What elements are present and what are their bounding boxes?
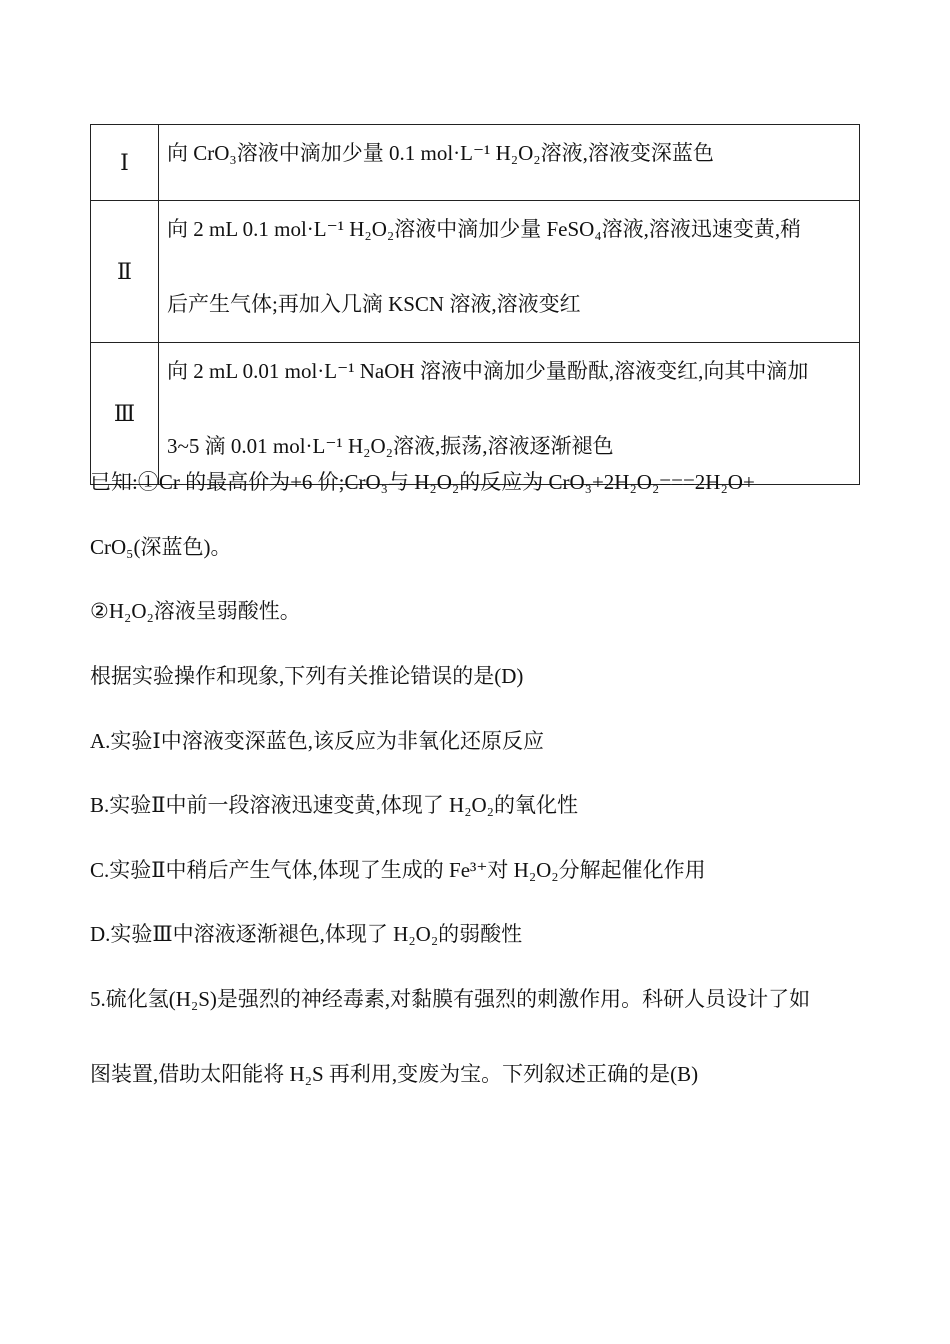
experiment-table <box>90 124 860 485</box>
option-a: A.实验Ⅰ中溶液变深蓝色,该反应为非氧化还原反应 <box>90 729 544 753</box>
description-line: 后产生气体;再加入几滴 KSCN 溶液,溶液变红 <box>167 292 581 316</box>
experiment-number: Ⅲ <box>91 343 159 485</box>
experiment-number: Ⅱ <box>91 201 159 343</box>
experiment-description <box>159 201 860 343</box>
known-line-2: CrO₅(深蓝色)。 <box>90 535 232 559</box>
table-row <box>91 201 860 343</box>
description-line: 3~5 滴 0.01 mol·L⁻¹ H₂O₂溶液,振荡,溶液逐渐褪色 <box>167 434 614 458</box>
option-c: C.实验Ⅱ中稍后产生气体,体现了生成的 Fe³⁺对 H₂O₂分解起催化作用 <box>90 858 706 882</box>
table-row <box>91 343 860 485</box>
next-question-line-2: 图装置,借助太阳能将 H₂S 再利用,变废为宝。下列叙述正确的是(B) <box>90 1062 699 1086</box>
known-line-1: 已知:①Cr 的最高价为+6 价;CrO₃与 H₂O₂的反应为 CrO₃+2H₂O₂===2H₂O+ <box>90 470 755 494</box>
description-line: 向 CrO₃溶液中滴加少量 0.1 mol·L⁻¹ H₂O₂溶液,溶液变深蓝色 <box>167 141 714 165</box>
experiment-number: Ⅰ <box>91 125 159 201</box>
question-stem: 根据实验操作和现象,下列有关推论错误的是(D) <box>90 664 524 688</box>
option-d: D.实验Ⅲ中溶液逐渐褪色,体现了 H₂O₂的弱酸性 <box>90 922 523 946</box>
next-question-line-1: 5.硫化氢(H₂S)是强烈的神经毒素,对黏膜有强烈的刺激作用。科研人员设计了如 <box>90 987 811 1011</box>
table-row <box>91 125 860 201</box>
description-line: 向 2 mL 0.01 mol·L⁻¹ NaOH 溶液中滴加少量酚酞,溶液变红,向其中滴加 <box>167 359 809 383</box>
experiment-description <box>159 343 860 485</box>
experiment-description <box>159 125 860 201</box>
option-b: B.实验Ⅱ中前一段溶液迅速变黄,体现了 H₂O₂的氧化性 <box>90 793 579 817</box>
description-line: 向 2 mL 0.1 mol·L⁻¹ H₂O₂溶液中滴加少量 FeSO₄溶液,溶液迅速变黄,稍 <box>167 217 802 241</box>
known-line-3: ②H₂O₂溶液呈弱酸性。 <box>90 599 301 623</box>
